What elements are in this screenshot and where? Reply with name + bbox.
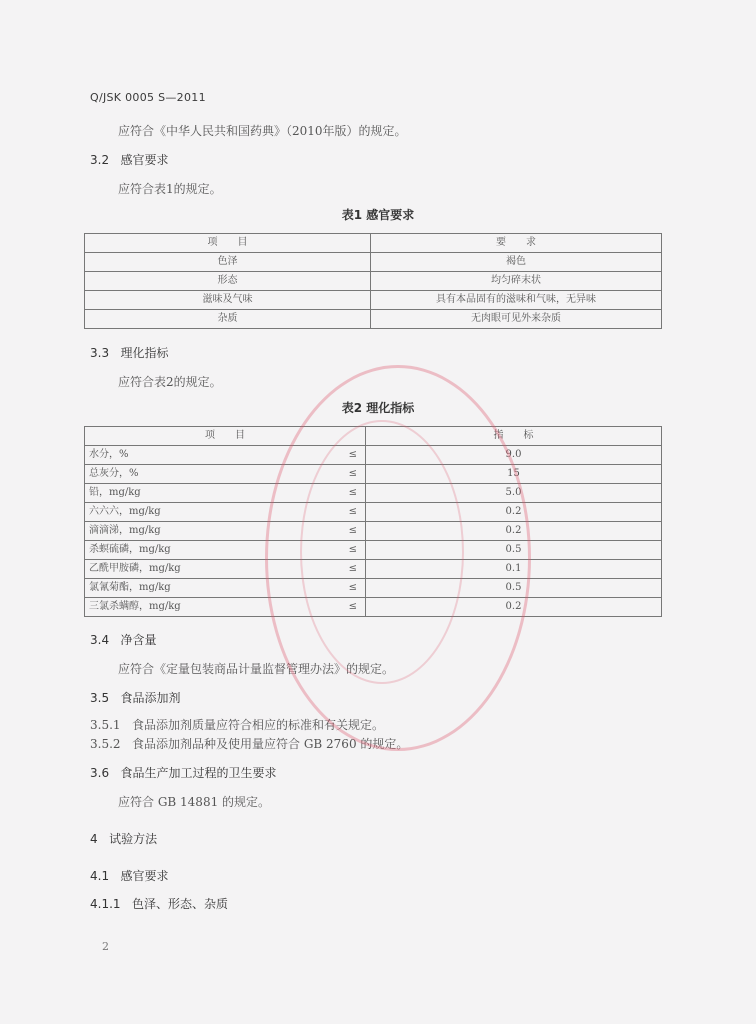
table-cell: 0.2 <box>366 598 662 617</box>
table-cell: 褐色 <box>371 253 662 272</box>
section-4-1-1-heading <box>90 895 228 912</box>
section-title: 色泽、形态、杂质 <box>132 897 229 911</box>
table-cell: 均匀碎末状 <box>371 272 662 291</box>
table-row <box>85 310 662 329</box>
table-header-cell: 要 求 <box>371 234 662 253</box>
section-body: 食品添加剂品种及使用量应符合 GB 2760 的规定。 <box>132 737 409 751</box>
section-3-2-body: 应符合表1的规定。 <box>118 182 222 196</box>
page-number: 2 <box>102 940 109 953</box>
intro-paragraph: 应符合《中华人民共和国药典》（2010年版）的规定。 <box>118 124 407 138</box>
table-cell: 总灰分，% <box>85 465 314 484</box>
table-cell: 0.5 <box>366 541 662 560</box>
section-3-3-heading <box>90 344 169 361</box>
table-cell: 杀螟硫磷，mg/kg <box>85 541 314 560</box>
section-3-3-body: 应符合表2的规定。 <box>118 375 222 389</box>
table2-physicochemical <box>84 426 662 617</box>
table-cell: 0.5 <box>366 579 662 598</box>
table-cell: 0.2 <box>366 522 662 541</box>
table-row <box>85 446 662 465</box>
table-cell: ≤ <box>313 598 366 617</box>
table-cell: 0.2 <box>366 503 662 522</box>
table1-sensory <box>84 233 662 329</box>
section-title: 食品添加剂 <box>120 691 181 705</box>
table-row <box>85 522 662 541</box>
section-number: 4 <box>90 832 98 846</box>
table-cell: 无肉眼可见外来杂质 <box>371 310 662 329</box>
table-row <box>85 272 662 291</box>
table-cell: ≤ <box>313 465 366 484</box>
section-3-6-heading <box>90 764 277 781</box>
section-3-5-heading <box>90 689 181 706</box>
section-title: 理化指标 <box>120 346 169 360</box>
table-header-row <box>85 234 662 253</box>
table-cell: ≤ <box>313 579 366 598</box>
section-3-5-1 <box>90 716 384 733</box>
table-cell: 氯氰菊酯，mg/kg <box>85 579 314 598</box>
table-cell: 5.0 <box>366 484 662 503</box>
section-number: 4.1 <box>90 869 110 883</box>
table-cell: ≤ <box>313 560 366 579</box>
section-3-6-body: 应符合 GB 14881 的规定。 <box>118 795 271 809</box>
table-cell: 具有本品固有的滋味和气味，无异味 <box>371 291 662 310</box>
table2-caption: 表2 理化指标 <box>341 401 415 415</box>
table-header-row <box>85 427 662 446</box>
table-cell: 水分，% <box>85 446 314 465</box>
table-row <box>85 598 662 617</box>
table-header-cell: 项 目 <box>85 234 371 253</box>
table-cell: 15 <box>366 465 662 484</box>
table-row <box>85 579 662 598</box>
section-3-2-heading <box>90 151 169 168</box>
table-cell: 乙酰甲胺磷，mg/kg <box>85 560 314 579</box>
table-cell: 0.1 <box>366 560 662 579</box>
table-row <box>85 503 662 522</box>
table-cell: 滴滴涕，mg/kg <box>85 522 314 541</box>
table-cell: 形态 <box>85 272 371 291</box>
section-number: 3.5 <box>90 691 110 705</box>
section-4-heading <box>90 830 157 847</box>
table-cell: ≤ <box>313 541 366 560</box>
table-cell: 滋味及气味 <box>85 291 371 310</box>
section-number: 3.5.2 <box>90 737 121 751</box>
standard-code: Q/JSK 0005 S—2011 <box>90 91 206 104</box>
section-number: 4.1.1 <box>90 897 121 911</box>
table-cell: 杂质 <box>85 310 371 329</box>
section-body: 食品添加剂质量应符合相应的标准和有关规定。 <box>132 718 385 732</box>
table-cell: 三氯杀螨醇，mg/kg <box>85 598 314 617</box>
section-number: 3.5.1 <box>90 718 121 732</box>
section-title: 试验方法 <box>109 832 158 846</box>
table-header-cell: 指 标 <box>366 427 662 446</box>
table-cell: ≤ <box>313 484 366 503</box>
section-3-4-body: 应符合《定量包装商品计量监督管理办法》的规定。 <box>118 662 395 676</box>
section-4-1-heading <box>90 867 169 884</box>
table-row <box>85 465 662 484</box>
section-title: 食品生产加工过程的卫生要求 <box>120 766 277 780</box>
table-cell: 六六六，mg/kg <box>85 503 314 522</box>
table-row <box>85 484 662 503</box>
table-cell: ≤ <box>313 503 366 522</box>
table-row <box>85 291 662 310</box>
section-3-4-heading <box>90 631 157 648</box>
table-header-cell: 项 目 <box>85 427 366 446</box>
table1-caption: 表1 感官要求 <box>341 208 415 222</box>
section-title: 净含量 <box>120 633 157 647</box>
section-number: 3.4 <box>90 633 110 647</box>
section-number: 3.2 <box>90 153 110 167</box>
section-title: 感官要求 <box>120 869 169 883</box>
section-title: 感官要求 <box>120 153 169 167</box>
section-number: 3.3 <box>90 346 110 360</box>
section-3-5-2 <box>90 735 408 752</box>
table-cell: 铅，mg/kg <box>85 484 314 503</box>
table-row <box>85 541 662 560</box>
table-cell: 9.0 <box>366 446 662 465</box>
table-row <box>85 253 662 272</box>
table-cell: 色泽 <box>85 253 371 272</box>
table-cell: ≤ <box>313 522 366 541</box>
table-cell: ≤ <box>313 446 366 465</box>
table-row <box>85 560 662 579</box>
section-number: 3.6 <box>90 766 110 780</box>
